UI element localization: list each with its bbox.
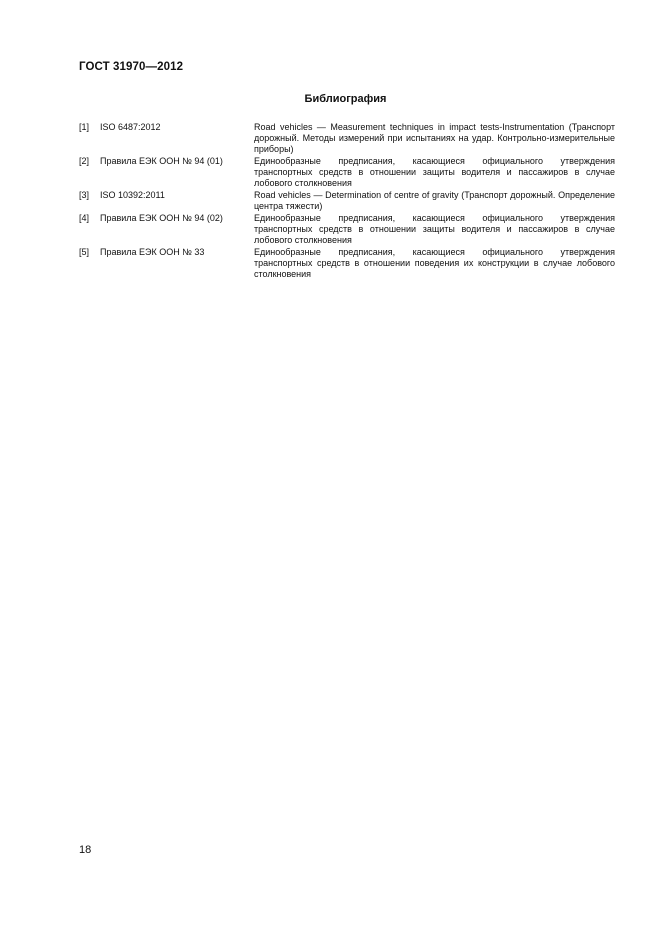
entry-description: Road vehicles — Determination of centre of gravity (Транспорт дорожный. Определение центра тяжести) (254, 190, 615, 211)
entry-number: [1] (79, 122, 90, 132)
bibliography-entry (79, 122, 615, 155)
entry-number: [2] (79, 156, 90, 166)
document-id: ГОСТ 31970—2012 (79, 61, 184, 73)
entry-description: Road vehicles — Measurement techniques in impact tests-Instrumentation (Транспорт дорожный. Методы измерений при испытаниях на удар. Контрольно-измерительные приборы) (254, 122, 615, 154)
entry-reference: Правила ЕЭК ООН № 33 (100, 247, 205, 257)
entry-description: Единообразные предписания, касающиеся официального утверждения транспортных средств в отношении защиты водителя и пассажиров в случае лобового столкновения (254, 156, 615, 188)
entry-reference: ISO 10392:2011 (100, 190, 165, 200)
entry-number: [5] (79, 247, 90, 257)
bibliography-entry (79, 247, 615, 280)
entry-reference: Правила ЕЭК ООН № 94 (01) (100, 156, 223, 166)
bibliography-entry (79, 190, 615, 212)
page-number: 18 (79, 844, 92, 856)
entry-reference: Правила ЕЭК ООН № 94 (02) (100, 213, 223, 223)
section-title: Библиография (304, 93, 387, 105)
entry-number: [4] (79, 213, 90, 223)
entry-reference: ISO 6487:2012 (100, 122, 161, 132)
bibliography-entry (79, 213, 615, 246)
entry-description: Единообразные предписания, касающиеся официального утверждения транспортных средств в отношении поведения их конструкции в случае лобового столкновения (254, 247, 615, 279)
bibliography-entry (79, 156, 615, 189)
bibliography-list (79, 122, 615, 281)
entry-number: [3] (79, 190, 90, 200)
entry-description: Единообразные предписания, касающиеся официального утверждения транспортных средств в отношении защиты водителя и пассажиров в случае лобового столкновения (254, 213, 615, 245)
